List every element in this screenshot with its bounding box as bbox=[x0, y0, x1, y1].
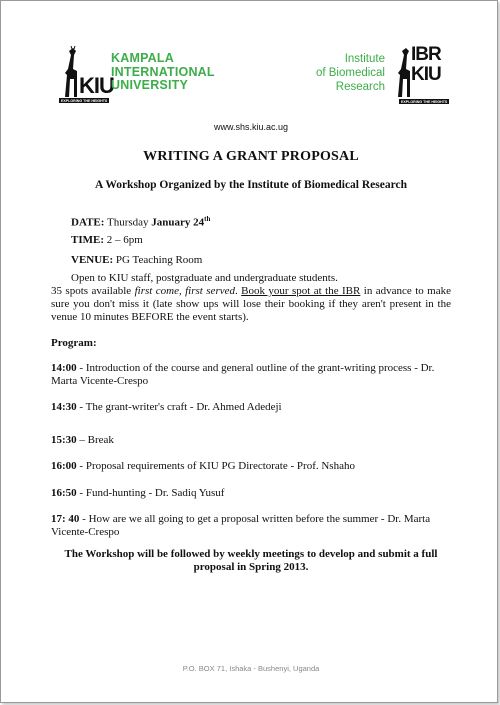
program-item bbox=[51, 487, 451, 500]
program-text: - Fund-hunting - Dr. Sadiq Yusuf bbox=[76, 487, 225, 499]
closing-note: The Workshop will be followed by weekly meetings to develop and submit a full proposal in Spring 2013. bbox=[64, 548, 438, 573]
ibr-logo-text: IBR bbox=[411, 44, 441, 65]
program-item bbox=[51, 513, 451, 539]
date-line bbox=[71, 213, 210, 230]
program-text: - How are we all going to get a proposal written before the summer - Dr. Marta Vicente-Crespo bbox=[51, 513, 431, 538]
time-line bbox=[71, 234, 143, 247]
spots-text: 35 spots available bbox=[51, 285, 135, 297]
program-time: 15:30 bbox=[51, 434, 77, 446]
ibr-logo bbox=[394, 43, 448, 107]
kiu-name-line: KAMPALA bbox=[111, 51, 174, 65]
spots-emphasis: first come, first served bbox=[134, 285, 235, 297]
program-text: - The grant-writer's craft - Dr. Ahmed Adedeji bbox=[76, 401, 282, 413]
kiu-name-line: UNIVERSITY bbox=[111, 78, 189, 92]
date-day: Thursday bbox=[106, 216, 149, 229]
kiu-name bbox=[111, 52, 215, 93]
program-text: - Proposal requirements of KIU PG Directorate - Prof. Nshaho bbox=[76, 460, 355, 472]
program-time: 14:30 bbox=[51, 401, 77, 413]
website: www.shs.kiu.ac.ug bbox=[213, 122, 289, 132]
program-label: Program: bbox=[51, 337, 97, 349]
venue-label: VENUE: bbox=[71, 254, 114, 266]
date-label: DATE: bbox=[71, 216, 105, 229]
spots-text: . bbox=[235, 285, 242, 297]
ibr-tagline: EXPLORING THE HEIGHTS bbox=[401, 99, 448, 104]
ibr-logo-subtext: KIU bbox=[411, 64, 441, 85]
ibr-name-line: Institute bbox=[344, 53, 385, 65]
audience-line: Open to KIU staff, postgraduate and undergraduate students. bbox=[71, 272, 338, 284]
ibr-name-line: of Biomedical bbox=[315, 67, 385, 79]
page-title: WRITING A GRANT PROPOSAL bbox=[143, 149, 359, 164]
footer-address: P.O. BOX 71, Ishaka - Bushenyi, Uganda bbox=[182, 664, 320, 673]
kiu-logo bbox=[59, 45, 114, 107]
ibr-name bbox=[316, 52, 385, 94]
kiu-logo-text: KIU bbox=[79, 73, 114, 98]
program-item bbox=[51, 362, 451, 388]
ibr-name-line: Research bbox=[335, 81, 385, 93]
program-text: - Introduction of the course and general outline of the grant-writing process - Dr. Marta Vicente-Crespo bbox=[51, 362, 435, 387]
spots-text: in advance to make sure you don't miss it (late show ups will lose their booking if they aren't present in the venue 10 minutes BEFORE the event starts). bbox=[51, 285, 451, 323]
date-value: January 24 bbox=[151, 216, 205, 229]
kiu-tagline: EXPLORING THE HEIGHTS bbox=[61, 98, 108, 103]
program-time: 14:00 bbox=[51, 362, 77, 374]
spots-paragraph bbox=[51, 285, 451, 324]
booking-note: Book your spot at the IBR bbox=[241, 285, 361, 297]
program-time: 16:00 bbox=[51, 460, 77, 472]
date-suffix: th bbox=[204, 215, 211, 223]
subtitle: A Workshop Organized by the Institute of Biomedical Research bbox=[95, 179, 407, 191]
venue-value: PG Teaching Room bbox=[115, 254, 203, 266]
venue-line bbox=[71, 254, 202, 267]
program-time: 16:50 bbox=[51, 487, 77, 499]
program-text: – Break bbox=[76, 434, 114, 446]
time-value: 2 – 6pm bbox=[106, 234, 143, 246]
kiu-name-line: INTERNATIONAL bbox=[111, 64, 215, 79]
time-label: TIME: bbox=[71, 234, 104, 246]
program-item bbox=[51, 401, 451, 414]
program-time: 17: 40 bbox=[51, 513, 80, 525]
program-item bbox=[51, 434, 451, 447]
program-item bbox=[51, 460, 451, 473]
